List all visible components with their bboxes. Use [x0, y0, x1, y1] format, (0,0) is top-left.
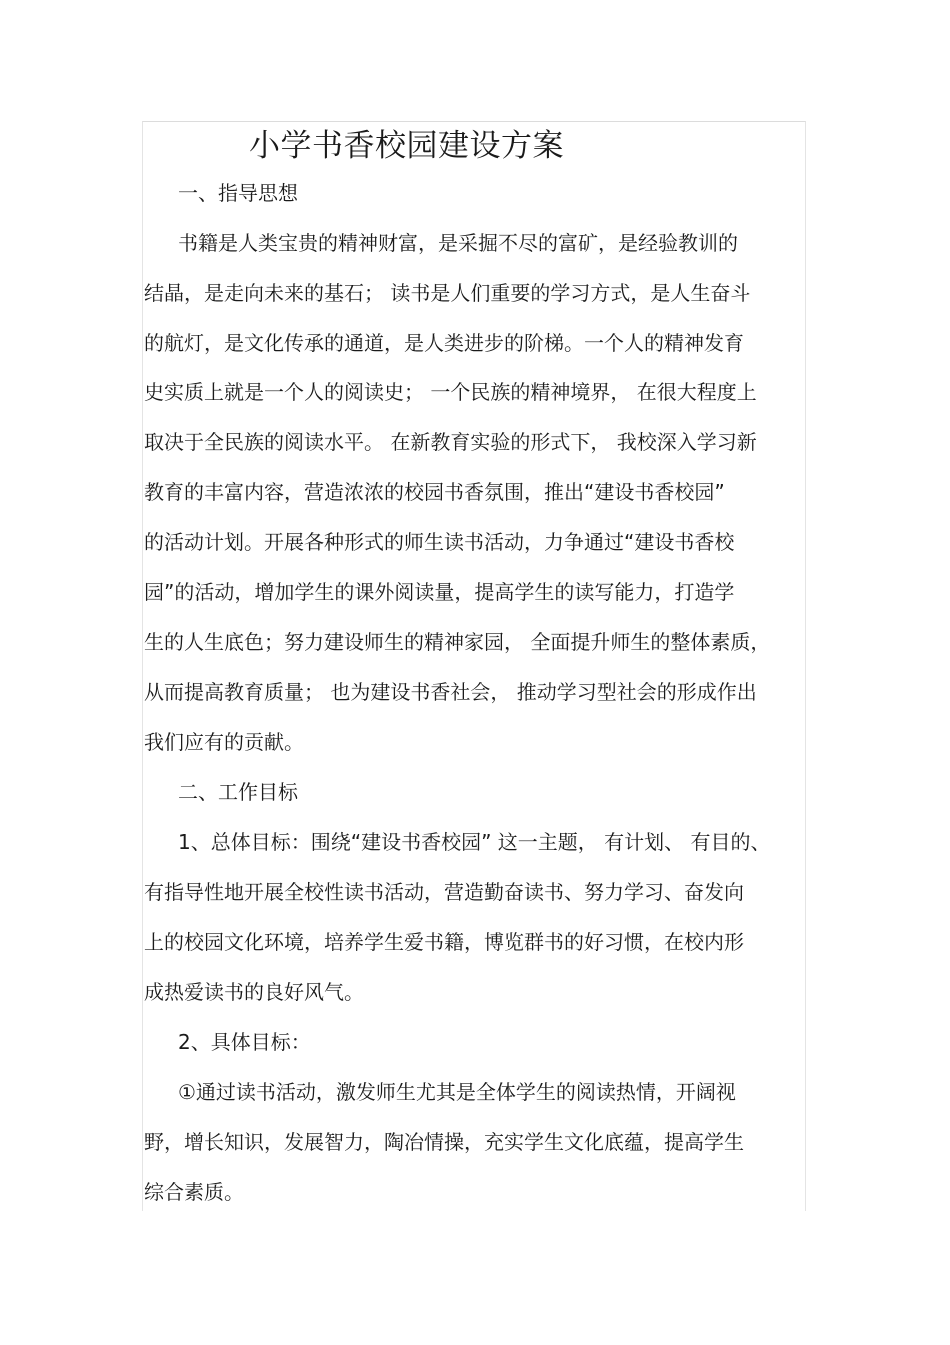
- paragraph-line: 综合素质。: [144, 1180, 244, 1204]
- paragraph-line: 有指导性地开展全校性读书活动，营造勤奋读书、努力学习、奋发向: [144, 880, 744, 904]
- paragraph-line: ①通过读书活动，激发师生尤其是全体学生的阅读热情，开阔视: [178, 1080, 736, 1104]
- paragraph-line: 我们应有的贡献。: [144, 730, 304, 754]
- paragraph-line: 的活动计划。开展各种形式的师生读书活动，力争通过“建设书香校: [144, 530, 735, 554]
- paragraph-line: 书籍是人类宝贵的精神财富，是采掘不尽的富矿，是经验教训的: [178, 231, 738, 255]
- paragraph-line: 取决于全民族的阅读水平。 在新教育实验的形式下， 我校深入学习新: [144, 430, 757, 454]
- paragraph-line: 从而提高教育质量； 也为建设书香社会， 推动学习型社会的形成作出: [144, 680, 757, 704]
- subgoal-heading: 2、具体目标：: [178, 1030, 311, 1054]
- section-heading: 二、工作目标: [178, 780, 298, 804]
- paragraph-line: 结晶，是走向未来的基石； 读书是人们重要的学习方式，是人生奋斗: [144, 281, 751, 305]
- paragraph-line: 野，增长知识，发展智力，陶冶情操，充实学生文化底蕴，提高学生: [144, 1130, 744, 1154]
- paragraph-line: 史实质上就是一个人的阅读史； 一个民族的精神境界， 在很大程度上: [144, 380, 757, 404]
- paragraph-line: 成热爱读书的良好风气。: [144, 980, 364, 1004]
- document-title: 小学书香校园建设方案: [249, 128, 564, 164]
- paragraph-line: 1、总体目标：围绕“建设书香校园” 这一主题， 有计划、 有目的、: [178, 830, 771, 854]
- paragraph-line: 生的人生底色；努力建设师生的精神家园， 全面提升师生的整体素质，: [144, 630, 771, 654]
- paragraph-line: 园”的活动，增加学生的课外阅读量，提高学生的读写能力，打造学: [144, 580, 735, 604]
- paragraph-line: 上的校园文化环境，培养学生爱书籍，博览群书的好习惯，在校内形: [144, 930, 744, 954]
- paragraph-line: 教育的丰富内容，营造浓浓的校园书香氛围，推出“建设书香校园”: [144, 480, 725, 504]
- paragraph-line: 的航灯，是文化传承的通道，是人类进步的阶梯。一个人的精神发育: [144, 331, 744, 355]
- section-heading: 一、指导思想: [178, 181, 298, 205]
